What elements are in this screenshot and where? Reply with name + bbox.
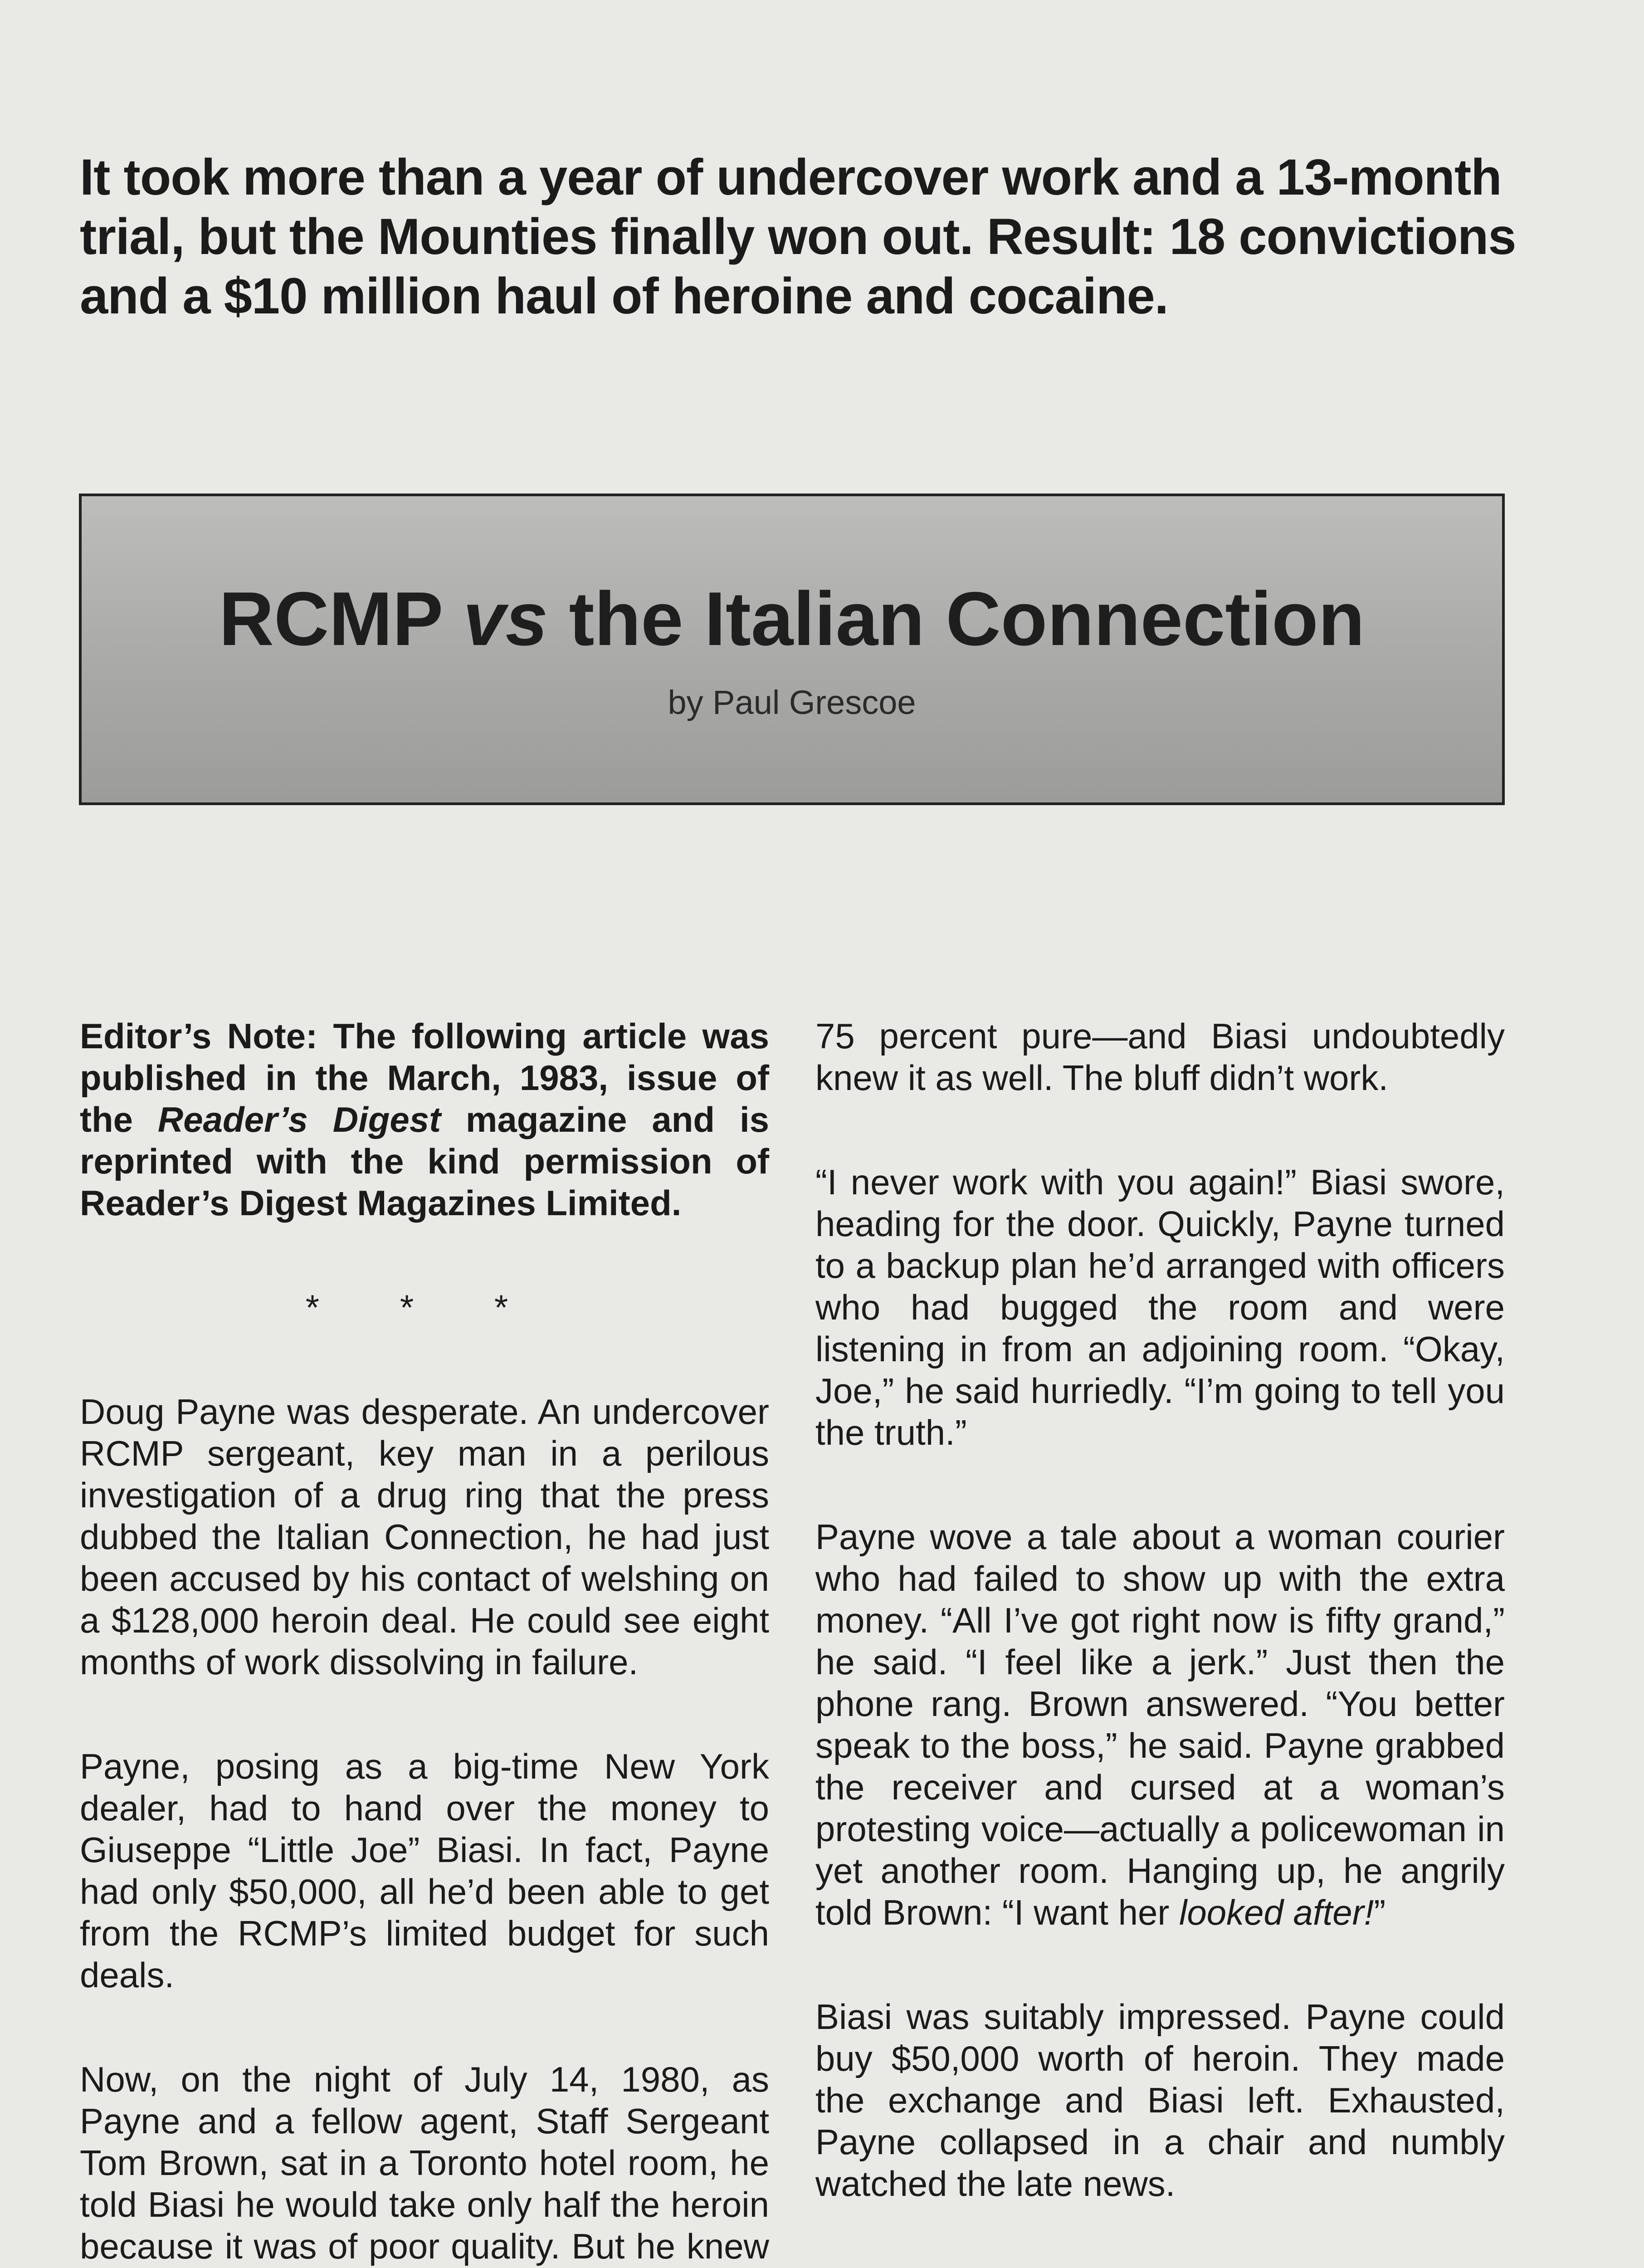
right-column <box>815 1015 1505 2267</box>
paragraph: Now, on the night of July 14, 1980, as Payne and a fellow agent, Staff Sergeant Tom Brown, sat in a Toronto hotel room, he told Biasi he would take only half the heroin because it was of poor quality. But he knew <box>80 2059 769 2266</box>
paragraph: Doug Payne was desperate. An undercover RCMP sergeant, key man in a perilous investigation of a drug ring that the press dubbed the Italian Connection, he had just been accused by his contact of welshing on a $128,000 heroin deal. He could see eight months of work dissolving in failure. <box>80 1392 769 1682</box>
paragraph: Biasi was suitably impressed. Payne could buy $50,000 worth of heroin. They made the exchange and Biasi left. Exhausted, Payne collapsed in a chair and numbly watched the late news. <box>815 1997 1505 2204</box>
title-text-2: the Italian Connection <box>547 576 1365 661</box>
title-banner <box>79 494 1505 805</box>
article-title <box>82 576 1502 662</box>
byline: by Paul Grescoe <box>668 684 916 721</box>
left-column <box>80 1015 769 2268</box>
paragraph <box>815 1516 1505 1933</box>
section-separator: * * * <box>305 1287 544 1327</box>
courier-italic: looked after! <box>1179 1892 1374 1932</box>
editors-note <box>80 1015 769 1224</box>
editors-note-text-2: magazine and is reprinted with the kind permission of Reader’s Digest Magazines Limited. <box>80 1100 769 1223</box>
editors-note-publication: Reader’s Digest <box>157 1100 441 1139</box>
courier-end: ” <box>1374 1892 1386 1932</box>
editors-note-text-1: Editor’s Note: The following article was published in the March, 1983, issue of the <box>80 1016 769 1139</box>
title-text-vs: vs <box>463 576 548 661</box>
article-deck: It took more than a year of undercover work and a 13-month trial, but the Mounties finally won out. Result: 18 convictions and a $10 million haul of heroine and cocaine. <box>80 149 1516 324</box>
paragraph: Payne, posing as a big-time New York dealer, had to hand over the money to Giuseppe “Little Joe” Biasi. In fact, Payne had only $50,000, all he’d been able to get from the RCMP’s limited budget for such deals. <box>80 1746 769 1995</box>
courier-text: Payne wove a tale about a woman courier who had failed to show up with the extra money. “All I’ve got right now is fifty grand,” he said. “I feel like a jerk.” Just then the phone rang. Brown answered. “You better speak to the boss,” he said. Payne grabbed the receiver and cursed at a woman’s protesting voice—actually a policewoman in yet another room. Hanging up, he angrily told Brown: “I want her <box>815 1517 1505 1932</box>
title-text-1: RCMP <box>219 576 463 661</box>
paragraph: “I never work with you again!” Biasi swore, heading for the door. Quickly, Payne turned to a backup plan he’d arranged with officers who had bugged the room and were listening in from an adjoining room. “Okay, Joe,” he said hurriedly. “I’m going to tell you the truth.” <box>815 1162 1505 1452</box>
paragraph: 75 percent pure—and Biasi undoubtedly knew it as well. The bluff didn’t work. <box>815 1016 1505 1098</box>
